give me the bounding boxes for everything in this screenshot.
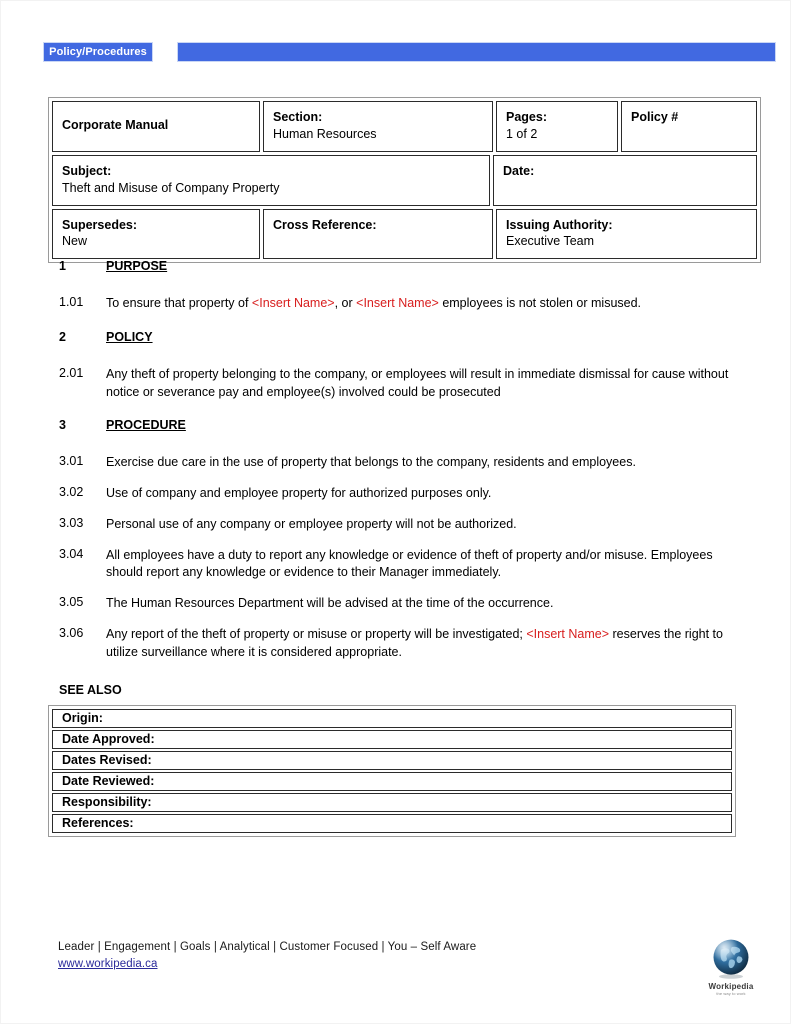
- clause-text: Exercise due care in the use of property that belongs to the company, residents and employees.: [106, 455, 636, 470]
- clause-text-part-3: employees is not stolen or misused.: [438, 296, 642, 310]
- issuing-authority-label: Issuing Authority:: [506, 217, 613, 232]
- cell-subject: [52, 155, 490, 206]
- document-header-table: [48, 97, 761, 263]
- clause-text-part-2: reserves the right to utilize surveillance where it is considered appropriate.: [106, 626, 723, 659]
- pages-value: 1 of 2: [506, 126, 538, 141]
- banner-accent-bar: [177, 42, 776, 62]
- section-number-procedure: 3: [59, 418, 66, 433]
- spacer: [1, 534, 791, 547]
- clause-3-04: [1, 547, 791, 583]
- clause-number: 3.04: [59, 546, 84, 561]
- document-body: [1, 259, 791, 697]
- header-table-row-3: [52, 209, 757, 260]
- metadata-label-responsibility: Responsibility:: [62, 795, 152, 810]
- footer-tagline: Leader | Engagement | Goals | Analytical | Customer Focused | You – Self Aware: [58, 941, 477, 953]
- clause-number: 3.06: [59, 625, 84, 640]
- clause-text-part-2: , or: [334, 296, 357, 310]
- section-heading-purpose: [1, 259, 791, 273]
- spacer: [1, 344, 791, 366]
- metadata-label-references: References:: [62, 816, 134, 831]
- metadata-label-origin: Origin:: [62, 711, 103, 726]
- clause-text: The Human Resources Department will be advised at the time of the occurrence.: [106, 596, 554, 610]
- supersedes-value: New: [62, 234, 88, 249]
- top-banner: [1, 42, 791, 66]
- section-number-policy: 2: [59, 329, 66, 344]
- clause-3-05: [1, 595, 791, 613]
- cell-issuing-authority: [496, 209, 757, 260]
- clause-number: 3.05: [59, 595, 84, 609]
- clause-text: All employees have a duty to report any knowledge or evidence of theft of property and/or misuse. Employees should report any knowledge or evidence to their Manager immediately.: [106, 547, 713, 580]
- header-table-row-1: [52, 101, 757, 152]
- spacer: [1, 401, 791, 418]
- section-label: Section:: [273, 110, 323, 124]
- section-title-purpose: PURPOSE: [106, 259, 168, 273]
- clause-number: 3.01: [59, 454, 84, 469]
- table-row: [52, 772, 732, 791]
- clause-number: 3.03: [59, 515, 84, 530]
- cell-section: [263, 101, 493, 152]
- cross-reference-label: Cross Reference:: [273, 217, 377, 232]
- globe-icon: [708, 936, 754, 982]
- subject-label: Subject:: [62, 163, 112, 178]
- clause-text: Use of company and employee property for authorized purposes only.: [106, 486, 492, 500]
- manual-title-label: Corporate Manual: [62, 118, 169, 133]
- date-label: Date:: [503, 163, 535, 178]
- clause-number: 2.01: [59, 365, 84, 380]
- clause-1-01: [1, 295, 791, 313]
- metadata-label-dates-revised: Dates Revised:: [62, 753, 152, 768]
- header-table-row-2: [52, 155, 757, 206]
- spacer: [1, 613, 791, 626]
- logo-name: Workipedia: [708, 982, 754, 991]
- clause-text-part-1: To ensure that property of: [106, 296, 252, 310]
- clause-number: 3.02: [59, 485, 84, 499]
- cell-manual-title: [52, 101, 260, 152]
- logo-tagline: the way to work: [716, 990, 746, 996]
- spacer: [1, 472, 791, 485]
- spacer: [1, 503, 791, 516]
- spacer: [1, 661, 791, 683]
- issuing-authority-value: Executive Team: [506, 234, 595, 249]
- clause-number: 1.01: [59, 295, 84, 309]
- metadata-label-date-approved: Date Approved:: [62, 732, 155, 747]
- subject-value: Theft and Misuse of Company Property: [62, 180, 280, 195]
- supersedes-label: Supersedes:: [62, 217, 138, 232]
- cell-pages: [496, 101, 618, 152]
- banner-tab-policy-procedures: [43, 42, 153, 62]
- clause-3-02: [1, 485, 791, 503]
- table-row: [52, 814, 732, 833]
- table-row: [52, 730, 732, 749]
- table-row: [52, 793, 732, 812]
- insert-placeholder: <Insert Name>: [526, 626, 610, 641]
- insert-placeholder: <Insert Name>: [356, 296, 439, 310]
- policy-number-label: Policy #: [631, 110, 679, 124]
- clause-3-03: [1, 516, 791, 534]
- workipedia-logo: [700, 936, 762, 1002]
- clause-text: Personal use of any company or employee property will not be authorized.: [106, 516, 517, 531]
- table-row: [52, 709, 732, 728]
- clause-text: Any theft of property belonging to the company, or employees will result in immediate dismissal for cause without notice or severance pay and employee(s) involved could be prosecuted: [106, 366, 729, 399]
- clause-2-01: [1, 366, 791, 402]
- table-row: [52, 751, 732, 770]
- cell-cross-reference: [263, 209, 493, 260]
- section-title-policy: POLICY: [106, 329, 153, 344]
- insert-placeholder: <Insert Name>: [251, 296, 335, 310]
- clause-text: [106, 626, 746, 662]
- clause-text-part-1: Any report of the theft of property or misuse or property will be investigated;: [106, 626, 527, 641]
- pages-label: Pages:: [506, 110, 547, 124]
- footer-website-link[interactable]: www.workipedia.ca: [58, 958, 158, 970]
- spacer: [1, 582, 791, 595]
- cell-supersedes: [52, 209, 260, 260]
- metadata-label-date-reviewed: Date Reviewed:: [62, 774, 155, 789]
- section-number-purpose: 1: [59, 259, 66, 273]
- clause-3-06: [1, 626, 791, 662]
- cell-date: [493, 155, 757, 206]
- clause-text: [106, 295, 746, 313]
- clause-3-01: [1, 454, 791, 472]
- section-heading-procedure: [1, 418, 791, 432]
- spacer: [1, 313, 791, 330]
- cell-policy-number: [621, 101, 757, 152]
- section-title-procedure: PROCEDURE: [106, 418, 186, 433]
- banner-tab-label: Policy/Procedures: [49, 45, 147, 58]
- see-also-heading: SEE ALSO: [59, 683, 122, 698]
- spacer: [1, 273, 791, 295]
- metadata-table: [48, 705, 736, 837]
- spacer: [1, 432, 791, 454]
- section-value: Human Resources: [273, 126, 377, 141]
- section-heading-policy: [1, 330, 791, 344]
